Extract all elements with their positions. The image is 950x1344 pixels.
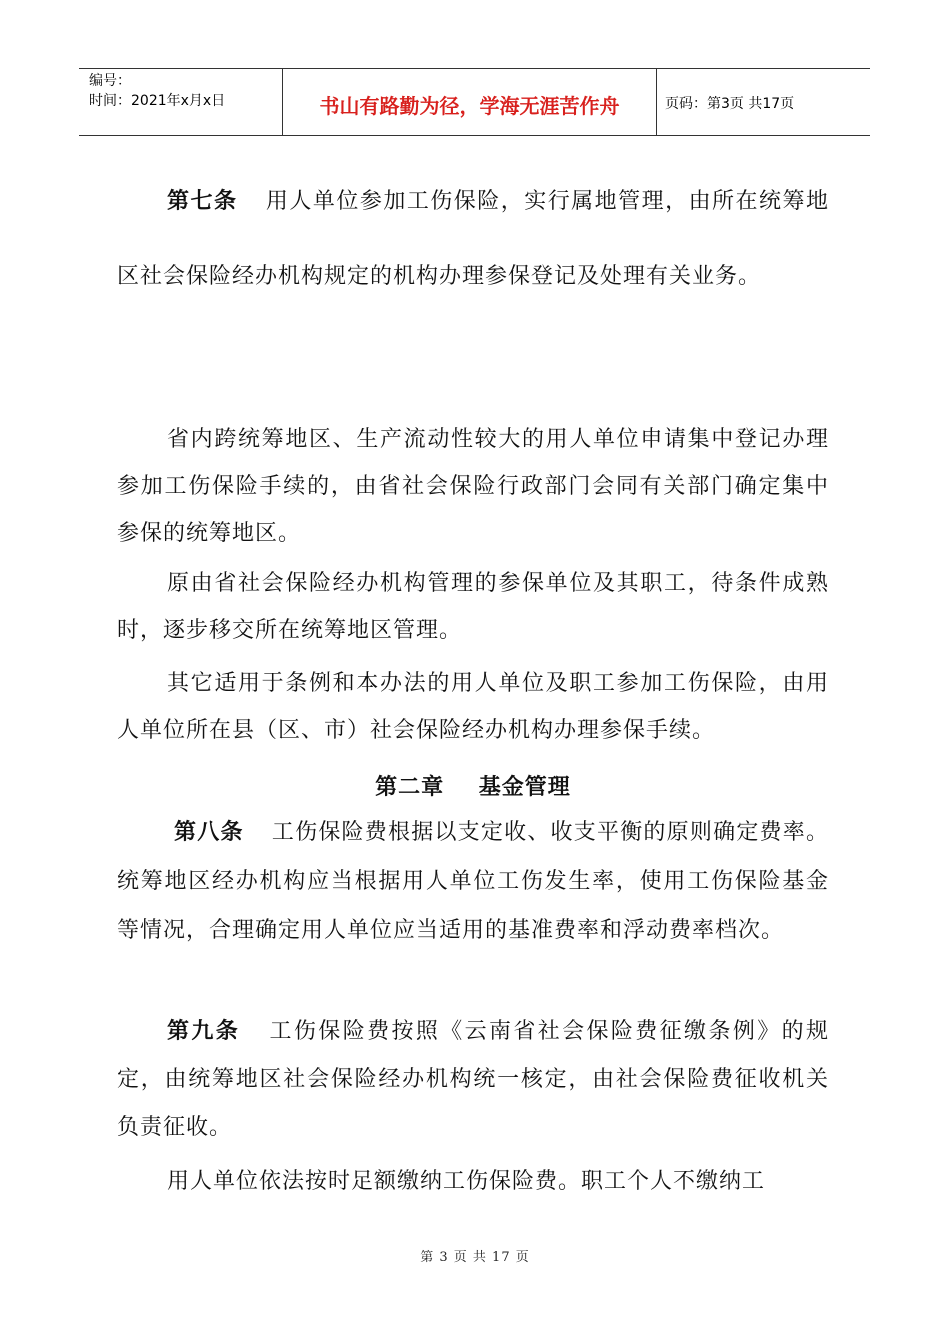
paragraph-other-units: 其它适用于条例和本办法的用人单位及职工参加工伤保险，由用人单位所在县（区、市）社会保险经办机构办理参保手续。 (117, 671, 829, 743)
article-8-text: 工伤保险费根据以支定收、收支平衡的原则确定费率。统筹地区经办机构应当根据用人单位工伤发生率，使用工伤保险基金等情况，合理确定用人单位应当适用的基准费率和浮动费率档次。 (117, 820, 829, 943)
header-motto: 书山有路勤为径，学海无涯苦作舟 (282, 69, 657, 135)
article-8-label: 第八条 (174, 820, 244, 845)
article-7-label: 第七条 (167, 189, 238, 214)
page-header (79, 68, 870, 136)
paragraph-transfer: 原由省社会保险经办机构管理的参保单位及其职工，待条件成熟时，逐步移交所在统筹地区管理。 (117, 571, 829, 643)
article-9-text: 工伤保险费按照《云南省社会保险费征缴条例》的规定，由统筹地区社会保险经办机构统一核定，由社会保险费征收机关负责征收。 (117, 1019, 829, 1140)
article-7-text: 用人单位参加工伤保险，实行属地管理，由所在统筹地区社会保险经办机构规定的机构办理参保登记及处理有关业务。 (117, 189, 829, 289)
chapter-2-heading: 第二章 基金管理 (375, 775, 571, 800)
header-left-cell (79, 69, 282, 135)
article-7-paragraph (117, 164, 829, 314)
paragraph-payment: 用人单位依法按时足额缴纳工伤保险费。职工个人不缴纳工 (167, 1169, 766, 1194)
paragraph-cross-region: 省内跨统筹地区、生产流动性较大的用人单位申请集中登记办理参加工伤保险手续的，由省社会保险行政部门会同有关部门确定集中参保的统筹地区。 (117, 427, 829, 546)
document-number-label: 编号： (89, 73, 131, 89)
article-8-paragraph (117, 808, 829, 955)
article-9-paragraph (117, 1008, 829, 1152)
page-footer: 第 3 页 共 17 页 (420, 1250, 530, 1265)
document-time-label: 时间：2021年x月x日 (89, 93, 226, 109)
header-page-info: 页码：第3页 共17页 (665, 96, 795, 112)
article-9-label: 第九条 (167, 1019, 241, 1044)
